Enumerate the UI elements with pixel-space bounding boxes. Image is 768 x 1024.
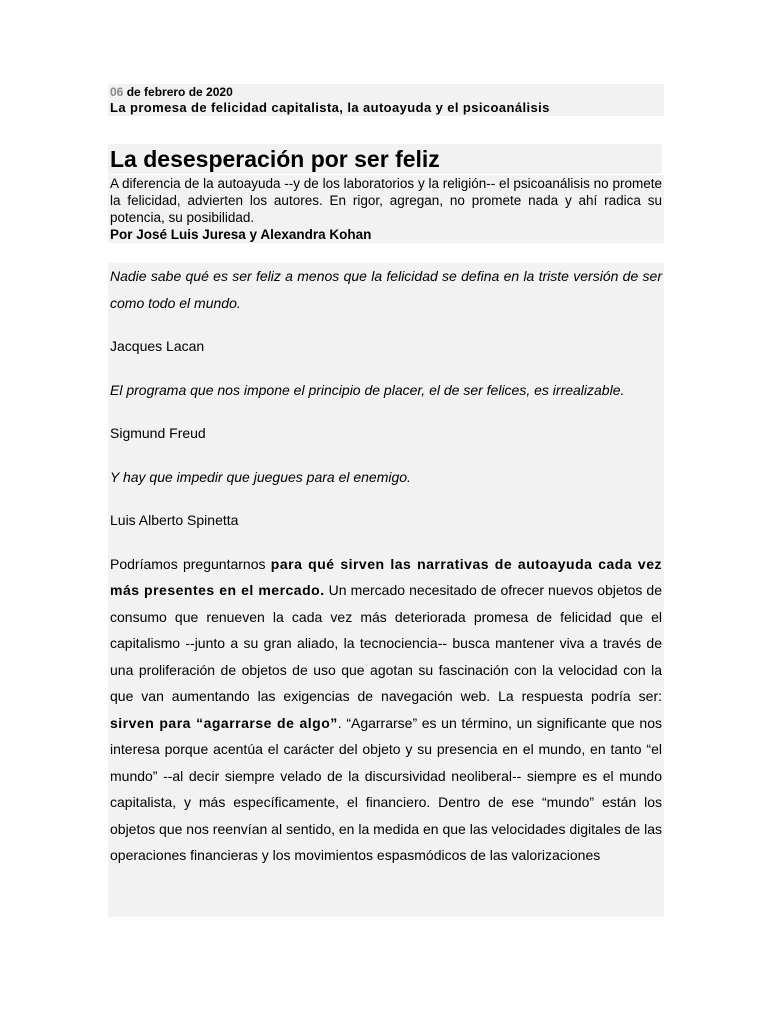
body-text: Podríamos preguntarnos <box>110 555 271 572</box>
epigraph-quote: Y hay que impedir que juegues para el enemigo. <box>110 468 411 485</box>
article-byline: Por José Luis Juresa y Alexandra Kohan <box>110 227 372 242</box>
epigraph-quote: El programa que nos impone el principio de placer, el de ser felices, es irrealizable. <box>110 381 625 398</box>
epigraph-quote: Nadie sabe qué es ser feliz a menos que la felicidad se defina en la triste versión de ser como todo el mundo. <box>110 268 662 311</box>
body-emphasis: sirven para “agarrarse de algo” <box>110 714 338 731</box>
epigraph-author: Luis Alberto Spinetta <box>110 512 239 528</box>
epigraph-author: Jacques Lacan <box>110 338 205 354</box>
article-body <box>108 263 664 917</box>
body-text: Un mercado necesitado de ofrecer nuevos objetos de consumo que renueven la cada vez más deteriorada promesa de felicidad que el capitalismo --junto a su gran aliado, la tecnociencia-- busca mantener viva a través de una proliferación de objetos de uso que agotan su fascinación con la velocidad con la que van aumentando las exigencias de navegación web. La respuesta podría ser: <box>110 582 662 704</box>
body-text: . “Agarrarse” es un término, un significante que nos interesa porque acentúa el carácter del objeto y su presencia en el mundo, en tanto “el mundo” --al decir siempre velado de la discursividad neoliberal-- siempre es el mundo capitalista, y más específicamente, el financiero. Dentro de ese “mundo” están los objetos que nos reenvían al sentido, en la medida en que las velocidades digitales de las operaciones financieras y los movimientos espasmódicos de las valorizaciones <box>110 714 662 863</box>
article-title: La desesperación por ser feliz <box>108 144 662 174</box>
article-header <box>108 84 664 116</box>
body-emphasis: para qué sirven las narrativas de autoayuda cada vez más presentes en el mercado. <box>110 555 662 598</box>
date-month-year: de febrero de 2020 <box>123 85 233 99</box>
body-paragraph <box>110 551 662 869</box>
date-day: 06 <box>110 85 124 99</box>
article-lead: A diferencia de la autoayuda --y de los laboratorios y la religión-- el psicoanálisis no promete la felicidad, advierten los autores. En rigor, agregan, no promete nada y ahí radica su potencia, su posibilidad. <box>110 176 662 225</box>
article-lead-block <box>108 175 664 243</box>
epigraph-author: Sigmund Freud <box>110 425 206 441</box>
publication-date <box>110 85 662 99</box>
article-kicker: La promesa de felicidad capitalista, la autoayuda y el psicoanálisis <box>110 100 550 115</box>
